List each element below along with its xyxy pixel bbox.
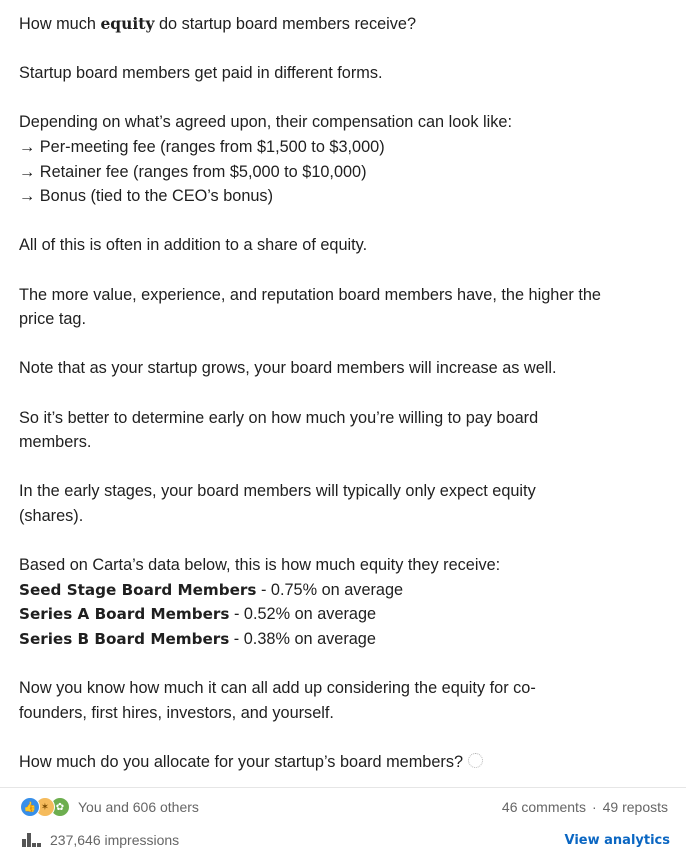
question-bold-word: equity	[100, 14, 155, 33]
paragraph-9-line-1: Now you know how much it can all add up considering the equity for co-	[19, 679, 536, 698]
bullet-item: → Per-meeting fee (ranges from $1,500 to $3,000)	[19, 137, 385, 156]
reactions-count[interactable]: You and 606 others	[78, 799, 199, 815]
stat-row	[19, 627, 669, 652]
divider	[0, 787, 686, 788]
paragraph-8: Based on Carta’s data below, this is how much equity they receive:	[19, 556, 501, 575]
impressions-count: 237,646 impressions	[50, 832, 180, 848]
support-icon: ✿	[50, 797, 70, 817]
celebrate-icon: ✶	[35, 797, 55, 817]
paragraph-7-line-2: (shares).	[19, 506, 84, 525]
paragraph-3: All of this is often in addition to a share of equity.	[19, 236, 368, 255]
post-question	[19, 12, 669, 37]
paragraph-5: Note that as your startup grows, your board members will increase as well.	[19, 359, 557, 378]
bullet-item: → Bonus (tied to the CEO’s bonus)	[19, 187, 273, 206]
paragraph-1: Startup board members get paid in different forms.	[19, 64, 383, 83]
paragraph-7-line-1: In the early stages, your board members will typically only expect equity	[19, 482, 536, 501]
question-suffix: do startup board members receive?	[154, 15, 417, 33]
paragraph-6-line-1: So it’s better to determine early on how much you’re willing to pay board	[19, 408, 539, 427]
paragraph-4-line-1: The more value, experience, and reputation board members have, the higher the	[19, 285, 601, 304]
bullet-item: → Retainer fee (ranges from $5,000 to $10,000)	[19, 162, 367, 181]
like-icon: 👍	[20, 797, 40, 817]
separator: ·	[591, 799, 597, 815]
closing-question-text: How much do you allocate for your startup’s board members?	[19, 752, 464, 771]
loading-spinner-icon	[468, 753, 483, 768]
engagement-summary	[502, 796, 668, 818]
stat-label: Series B Board Members	[19, 629, 230, 648]
paragraph-6-line-2: members.	[19, 433, 92, 452]
stat-row	[19, 602, 669, 627]
view-analytics-link[interactable]: View analytics	[564, 832, 670, 848]
stat-value: - 0.52% on average	[229, 605, 377, 624]
stat-value: - 0.38% on average	[229, 629, 376, 648]
reactions-summary[interactable]	[20, 796, 199, 818]
stat-label: Series A Board Members	[19, 605, 230, 624]
paragraph-2: Depending on what’s agreed upon, their compensation can look like:	[19, 113, 512, 132]
paragraph-4-line-2: price tag.	[19, 310, 86, 329]
reposts-link[interactable]: 49 reposts	[602, 799, 668, 815]
comments-link[interactable]: 46 comments	[501, 799, 586, 815]
closing-question	[19, 750, 669, 775]
bar-chart-icon	[22, 833, 42, 847]
stat-value: - 0.75% on average	[256, 580, 404, 599]
reaction-icons	[20, 797, 74, 817]
impressions-summary	[22, 830, 179, 850]
stat-row	[19, 578, 669, 603]
paragraph-9-line-2: founders, first hires, investors, and yourself.	[19, 703, 334, 722]
question-prefix: How much	[19, 15, 101, 33]
post-body	[19, 12, 669, 774]
stat-label: Seed Stage Board Members	[19, 580, 257, 599]
